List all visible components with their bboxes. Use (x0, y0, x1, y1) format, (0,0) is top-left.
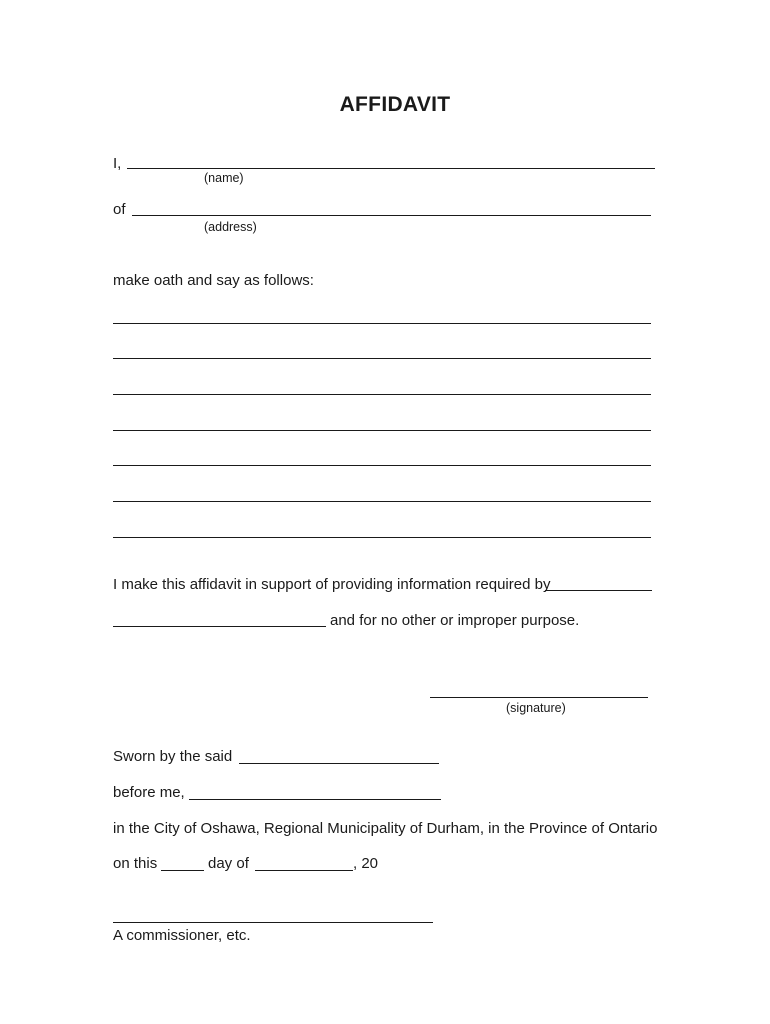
sworn-by-label: Sworn by the said (113, 748, 233, 765)
statement-line[interactable] (113, 323, 651, 324)
address-prefix: of (113, 201, 126, 218)
location-statement: in the City of Oshawa, Regional Municipality of Durham, in the Province of Ontario (113, 820, 658, 837)
required-by-field[interactable] (545, 590, 652, 591)
document-title: AFFIDAVIT (339, 93, 451, 116)
name-caption: (name) (204, 171, 244, 185)
name-field[interactable] (127, 168, 655, 169)
purpose-text: I make this affidavit in support of providing information required by (113, 576, 551, 593)
sworn-by-field[interactable] (239, 763, 439, 764)
before-me-label: before me, (113, 784, 185, 801)
before-me-field[interactable] (189, 799, 441, 800)
required-by-continued-field[interactable] (113, 626, 326, 627)
address-field[interactable] (132, 215, 651, 216)
year-prefix: , 20 (353, 855, 379, 872)
statement-line[interactable] (113, 358, 651, 359)
statement-line[interactable] (113, 537, 651, 538)
statement-line[interactable] (113, 465, 651, 466)
name-prefix: I, (113, 155, 122, 172)
day-field[interactable] (161, 870, 204, 871)
commissioner-signature-field[interactable] (113, 922, 433, 923)
commissioner-label: A commissioner, etc. (113, 927, 251, 944)
purpose-suffix: and for no other or improper purpose. (330, 612, 580, 629)
address-caption: (address) (204, 220, 257, 234)
statement-line[interactable] (113, 501, 651, 502)
month-field[interactable] (255, 870, 353, 871)
on-this-label: on this (113, 855, 158, 872)
statement-line[interactable] (113, 430, 651, 431)
signature-caption: (signature) (506, 701, 566, 715)
day-of-label: day of (208, 855, 249, 872)
signature-field[interactable] (430, 697, 648, 698)
statement-line[interactable] (113, 394, 651, 395)
oath-statement: make oath and say as follows: (113, 272, 314, 289)
